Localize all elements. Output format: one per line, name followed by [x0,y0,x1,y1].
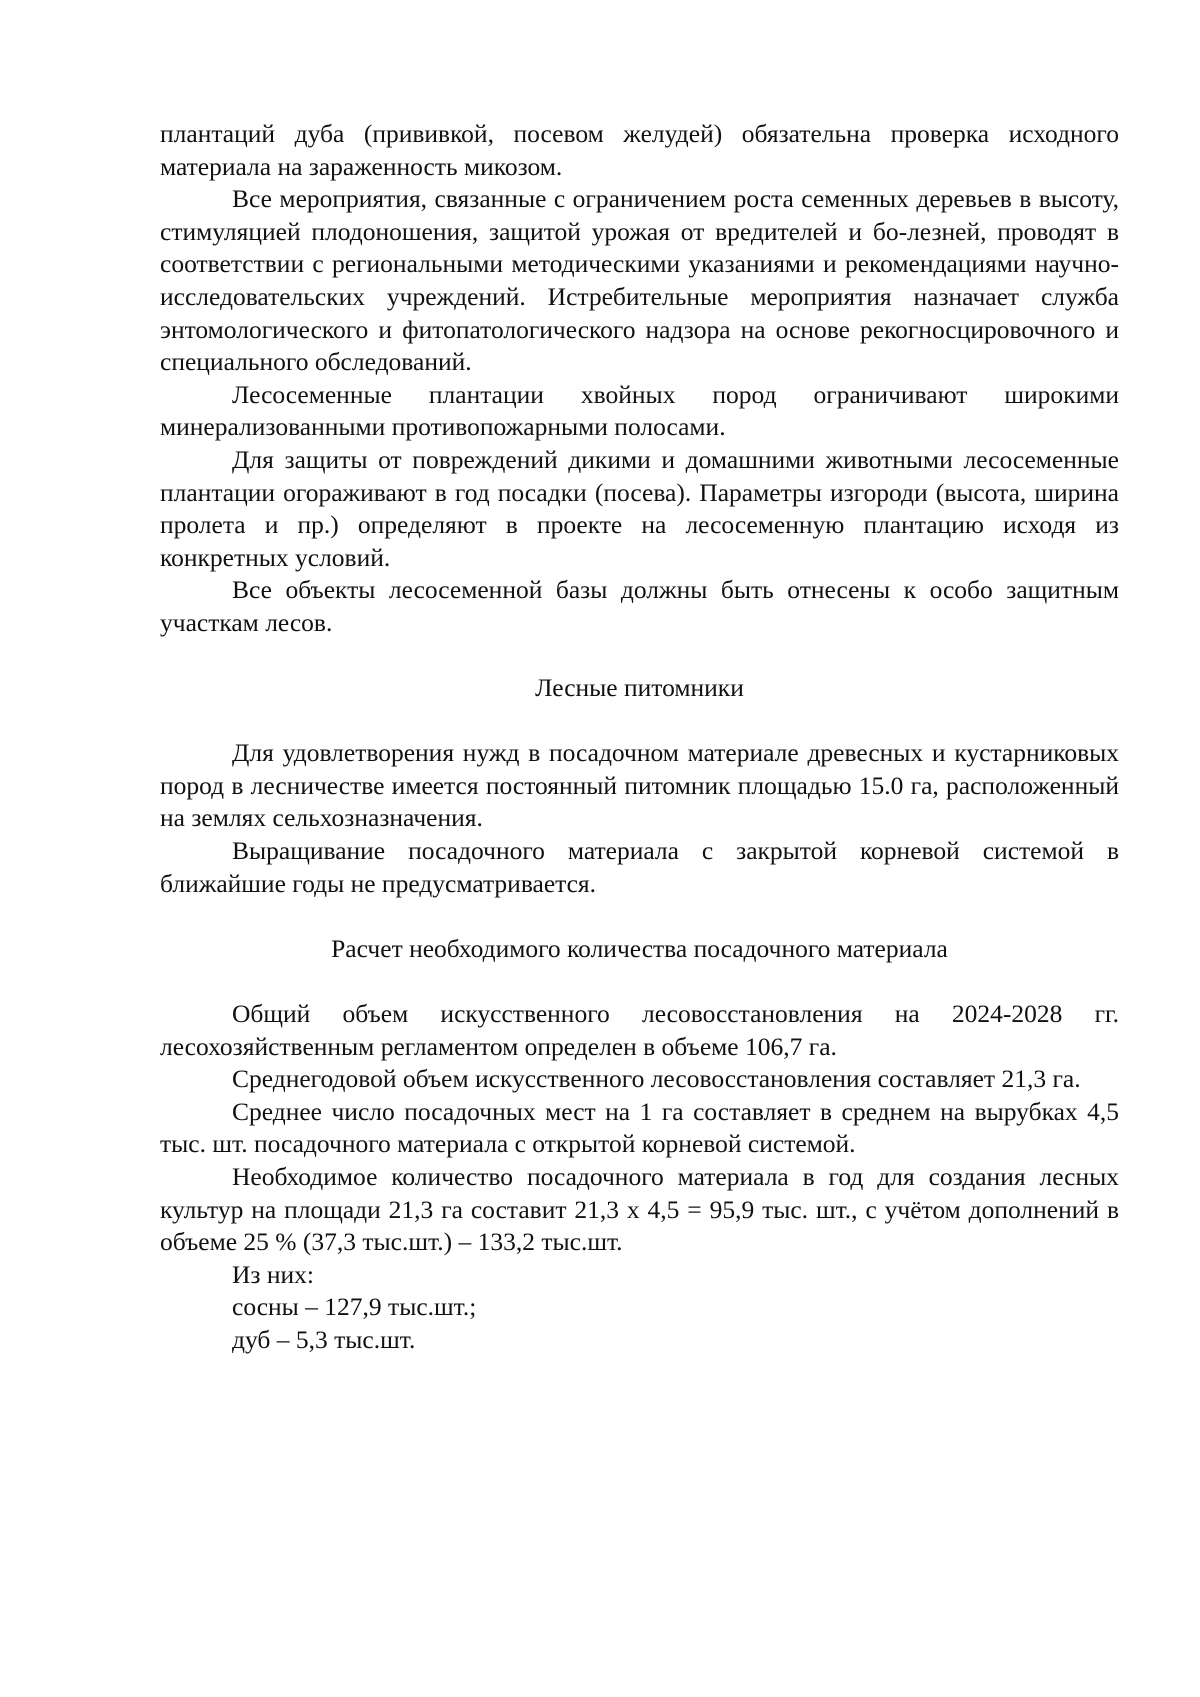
paragraph: Необходимое количество посадочного материала в год для создания лесных культур на площади 21,3 га составит 21,3 х 4,5 = 95,9 тыс. шт., с учётом дополнений в объеме 25 % (37,3 тыс.шт.) – 133,2 тыс.шт. [160,1162,1119,1257]
spacer [160,965,1119,998]
paragraph: Для удовлетворения нужд в посадочном материале древесных и кустарниковых пород в лесничестве имеется постоянный питомник площадью 15.0 га, расположенный на землях сельхозназначения. [160,738,1119,833]
document-page [160,118,1119,1357]
list-item-oak: дуб – 5,3 тыс.шт. [232,1324,416,1354]
spacer [160,705,1119,738]
paragraph: Для защиты от повреждений дикими и домашними животными лесосеменные плантации огораживают в год посадки (посева). Параметры изгороди (высота, ширина пролета и пр.) определяют в проекте на лесосеменную плантацию исходя из конкретных условий. [160,444,1119,572]
paragraph: Общий объем искусственного лесовосстановления на 2024-2028 гг. лесохозяйственным регламентом определен в объеме 106,7 га. [160,999,1119,1061]
section-heading-calculation: Расчет необходимого количества посадочного материала [331,933,948,963]
list-intro: Из них: [232,1259,314,1289]
paragraph: Выращивание посадочного материала с закрытой корневой системой в ближайшие годы не предусматривается. [160,836,1119,898]
list-item-pine: сосны – 127,9 тыс.шт.; [232,1292,477,1322]
spacer [160,900,1119,933]
section-heading-nurseries: Лесные питомники [535,673,744,703]
paragraph: Среднегодовой объем искусственного лесовосстановления составляет 21,3 га. [232,1064,1081,1094]
paragraph: плантаций дуба (прививкой, посевом желудей) обязательна проверка исходного материала на зараженность микозом. [160,119,1119,181]
paragraph: Среднее число посадочных мест на 1 га составляет в среднем на вырубках 4,5 тыс. шт. посадочного материала с открытой корневой системой. [160,1096,1119,1159]
paragraph: Лесосеменные плантации хвойных пород ограничивают широкими минерализованными противопожарными полосами. [160,379,1119,442]
spacer [160,640,1119,673]
paragraph: Все объекты лесосеменной базы должны быть отнесены к особо защитным участкам лесов. [160,575,1119,637]
paragraph: Все мероприятия, связанные с ограничением роста семенных деревьев в высоту, стимуляцией плодоношения, защитой урожая от вредителей и бо-лезней, проводят в соответствии с региональными методическими указаниями и рекомендациями научно-исследовательских учреждений. Истребительные мероприятия назначает служба энтомологического и фитопатологического надзора на основе рекогносцировочного и специального обследований. [160,184,1119,377]
